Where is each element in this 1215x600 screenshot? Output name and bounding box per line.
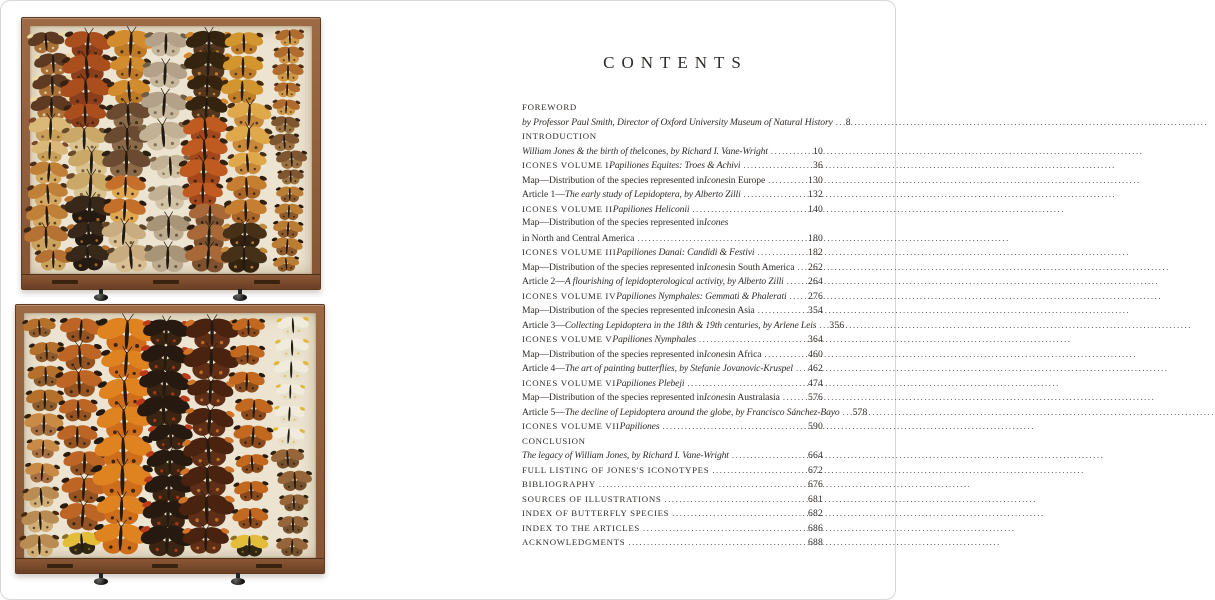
toc-row — [522, 492, 823, 507]
toc-entry-label: ICONES VOLUME III — [522, 247, 617, 257]
toc-row — [522, 535, 823, 550]
toc-row — [522, 115, 851, 130]
toc-entry-label: , by Richard I. Vane-Wright — [665, 145, 768, 157]
toc-dot-leader — [819, 318, 827, 333]
toc-row — [522, 419, 823, 434]
toc-row — [522, 318, 845, 333]
toc-page-number: 364 — [808, 334, 823, 345]
toc-entry-label: William Jones & the birth of the — [522, 145, 642, 157]
toc-list — [522, 100, 868, 550]
toc-row — [522, 506, 823, 521]
toc-entry-label: The decline of Lepidoptera around the globe, by Francisco Sánchez-Bayo — [564, 406, 840, 418]
toc-page-number: 130 — [808, 174, 823, 186]
toc-entry-label: Icones — [703, 348, 729, 360]
toc-dot-leader — [628, 535, 806, 550]
toc-entry-label: Papiliones Heliconii — [612, 203, 690, 215]
toc-row — [522, 332, 823, 347]
toc-page-number: 460 — [808, 348, 823, 360]
drawer-bottom-rail — [16, 558, 324, 573]
toc-dot-leader — [790, 289, 806, 304]
toc-entry-label: Papiliones Equites: Troes & Achivi — [609, 160, 741, 171]
toc-dot-leader — [692, 202, 806, 217]
toc-entry-label: in Australasia — [728, 392, 780, 403]
toc-entry-label: BIBLIOGRAPHY — [522, 479, 596, 489]
toc-entry-label: INDEX TO THE ARTICLES — [522, 522, 641, 533]
toc-entry-label: FOREWORD — [522, 102, 577, 112]
toc-dot-leader — [744, 187, 806, 202]
toc-entry-label: Papiliones Nymphales — [612, 334, 697, 345]
toc-entry-label: Article 4— — [522, 363, 565, 374]
toc-entry-label: Map—Distribution of the species represented in — [522, 174, 704, 186]
toc-row — [522, 245, 823, 260]
toc-row — [522, 390, 823, 405]
toc-page-number: 474 — [808, 377, 823, 389]
toc-page-number: 578 — [852, 406, 868, 418]
toc-dot-leader — [783, 390, 806, 405]
toc-entry-label: Article 1— — [522, 189, 565, 200]
page-title: CONTENTS — [603, 53, 748, 72]
toc-page-number: 664 — [808, 450, 823, 461]
toc-row — [522, 376, 823, 391]
toc-entry-label: Icones — [703, 261, 729, 273]
toc-page-number: 356 — [829, 319, 845, 331]
toc-page-number: 264 — [808, 276, 823, 287]
toc-row — [522, 521, 823, 536]
toc-dot-leader — [743, 158, 811, 173]
toc-entry-label: Map—Distribution of the species represented in — [522, 217, 704, 228]
toc-page-number: 590 — [808, 421, 823, 432]
toc-dot-leader — [699, 332, 806, 347]
toc-row — [522, 187, 823, 202]
toc-entry-label: Collecting Lepidoptera in the 18th & 19th centuries, by Arlene Leis — [564, 319, 817, 331]
toc-entry-label: Icones — [703, 392, 729, 403]
drawer-knob-icon — [230, 573, 246, 586]
toc-entry-label: A flourishing of lepidopterological activity, by Alberto Zilli — [564, 276, 784, 287]
toc-page-number: 36 — [813, 160, 823, 171]
toc-entry-label: Article 3— — [522, 319, 565, 331]
drawer-top-rail — [22, 274, 320, 289]
toc-page-number: 8 — [845, 116, 851, 128]
toc-row — [522, 434, 823, 449]
toc-dot-leader — [758, 303, 806, 318]
toc-entry-label: by Professor Paul Smith, Director of Oxford University Museum of Natural History — [522, 116, 833, 128]
specimen-drawer-bottom — [15, 304, 325, 574]
toc-dot-leader — [662, 419, 806, 434]
toc-page-number: 682 — [808, 508, 823, 519]
toc-page-number: 686 — [808, 522, 823, 534]
toc-dot-leader — [637, 231, 806, 246]
toc-page-number: 276 — [808, 290, 823, 302]
left-page-photo — [1, 1, 461, 599]
toc-entry-label: in Asia — [728, 305, 755, 316]
toc-entry-label: ICONES VOLUME VI — [522, 377, 616, 388]
toc-page-number: 132 — [808, 189, 823, 200]
toc-entry-label: Article 5— — [522, 406, 565, 418]
toc-entry-label: Icones — [641, 145, 666, 157]
toc-entry-label: Papiliones Plebeji — [615, 377, 685, 389]
toc-entry-label: in Europe — [728, 174, 766, 186]
specimen-drawer-top — [21, 17, 321, 290]
toc-dot-leader — [664, 492, 806, 507]
label-slot — [254, 280, 280, 284]
label-slot — [152, 564, 178, 568]
toc-page-number: 140 — [808, 203, 823, 215]
toc-dot-leader — [843, 405, 851, 420]
toc-entry-label: Icones — [703, 217, 729, 228]
toc-entry-label: Papiliones Nymphales: Gemmati & Phalerati — [616, 290, 787, 302]
toc-dot-leader — [787, 274, 806, 289]
label-slot — [52, 280, 78, 284]
toc-dot-leader — [797, 260, 806, 275]
toc-entry-label: Icones — [703, 305, 729, 316]
drawer-top-specimen-tray — [30, 26, 312, 274]
toc-dot-leader — [796, 361, 806, 376]
toc-entry-label: Map—Distribution of the species represented in — [522, 392, 704, 403]
toc-entry-label: The legacy of William Jones, by Richard I. Vane-Wright — [522, 450, 729, 461]
toc-page-number: 681 — [808, 493, 823, 505]
toc-row — [522, 100, 823, 115]
toc-page-number: 182 — [808, 247, 823, 258]
drawer-knob-icon — [93, 573, 109, 586]
toc-entry-label: in North and Central America — [522, 232, 635, 244]
toc-dot-leader — [768, 173, 806, 188]
toc-row — [522, 231, 823, 246]
drawer-knob-icon — [93, 289, 109, 302]
toc-entry-label: FULL LISTING OF JONES'S ICONOTYPES — [522, 464, 710, 475]
drawer-knob-icon — [232, 289, 248, 302]
toc-dot-leader — [732, 448, 806, 463]
toc-page-number: 462 — [808, 363, 823, 374]
toc-entry-label: Map—Distribution of the species represented in — [522, 261, 704, 273]
toc-dot-leader — [672, 506, 806, 521]
toc-dot-leader — [757, 245, 806, 260]
toc-row — [522, 274, 823, 289]
toc-entry-label: in Africa — [728, 348, 762, 360]
toc-entry-label: Papiliones — [619, 421, 660, 432]
toc-entry-label: ICONES VOLUME IV — [522, 290, 617, 301]
toc-entry-label: The art of painting butterflies, by Stefanie Jovanovic-Kruspel — [564, 363, 793, 374]
toc-entry-label: The early study of Lepidoptera, by Alberto Zilli — [564, 189, 741, 200]
toc-row — [522, 405, 868, 420]
toc-entry-label: ICONES VOLUME VII — [522, 421, 620, 431]
toc-page-number: 676 — [808, 479, 823, 490]
toc-entry-label: ICONES VOLUME I — [522, 160, 610, 170]
toc-entry-label: CONCLUSION — [522, 435, 586, 446]
toc-entry-label: in South America — [728, 261, 795, 273]
toc-dot-leader — [771, 144, 811, 159]
toc-row — [522, 144, 823, 159]
toc-entry-label: Icones — [703, 174, 729, 186]
toc-page-number: 672 — [808, 464, 823, 476]
toc-entry-label: ICONES VOLUME V — [522, 334, 613, 344]
toc-entry-label: Map—Distribution of the species represented in — [522, 348, 704, 360]
toc-page-number: 576 — [808, 392, 823, 403]
toc-row — [522, 129, 823, 144]
toc-dot-leader — [836, 115, 844, 130]
toc-page-number: 688 — [808, 537, 823, 548]
toc-dot-leader — [599, 477, 806, 492]
toc-entry-label: ICONES VOLUME II — [522, 203, 613, 214]
toc-dot-leader — [712, 463, 806, 478]
toc-row — [522, 463, 823, 478]
toc-row — [522, 158, 823, 173]
toc-row — [522, 260, 823, 275]
label-slot — [153, 280, 179, 284]
toc-page-number: 10 — [813, 145, 823, 157]
toc-row — [522, 361, 823, 376]
label-slot — [256, 564, 282, 568]
toc-entry-label: INTRODUCTION — [522, 131, 597, 141]
toc-row — [522, 216, 823, 231]
toc-row — [522, 303, 823, 318]
toc-page-number: 180 — [808, 232, 823, 244]
toc-dot-leader — [643, 521, 806, 536]
toc-row — [522, 289, 823, 304]
toc-entry-label: Article 2— — [522, 276, 565, 287]
drawer-bottom-specimen-tray — [24, 313, 316, 558]
toc-row — [522, 347, 823, 362]
toc-dot-leader — [765, 347, 807, 362]
toc-row — [522, 477, 823, 492]
toc-row — [522, 448, 823, 463]
toc-page-number: 354 — [808, 305, 823, 316]
toc-page-number: 262 — [808, 261, 823, 273]
toc-entry-label: SOURCES OF ILLUSTRATIONS — [522, 493, 662, 504]
toc-row — [522, 202, 823, 217]
contents-page — [501, 1, 895, 599]
toc-dot-leader — [687, 376, 806, 391]
toc-entry-label: ACKNOWLEDGMENTS — [522, 537, 626, 547]
toc-entry-label: Map—Distribution of the species represented in — [522, 305, 704, 316]
toc-row — [522, 173, 823, 188]
toc-entry-label: INDEX OF BUTTERFLY SPECIES — [522, 508, 670, 518]
toc-entry-label: Papiliones Danai: Candidi & Festivi — [616, 247, 755, 258]
label-slot — [47, 564, 73, 568]
